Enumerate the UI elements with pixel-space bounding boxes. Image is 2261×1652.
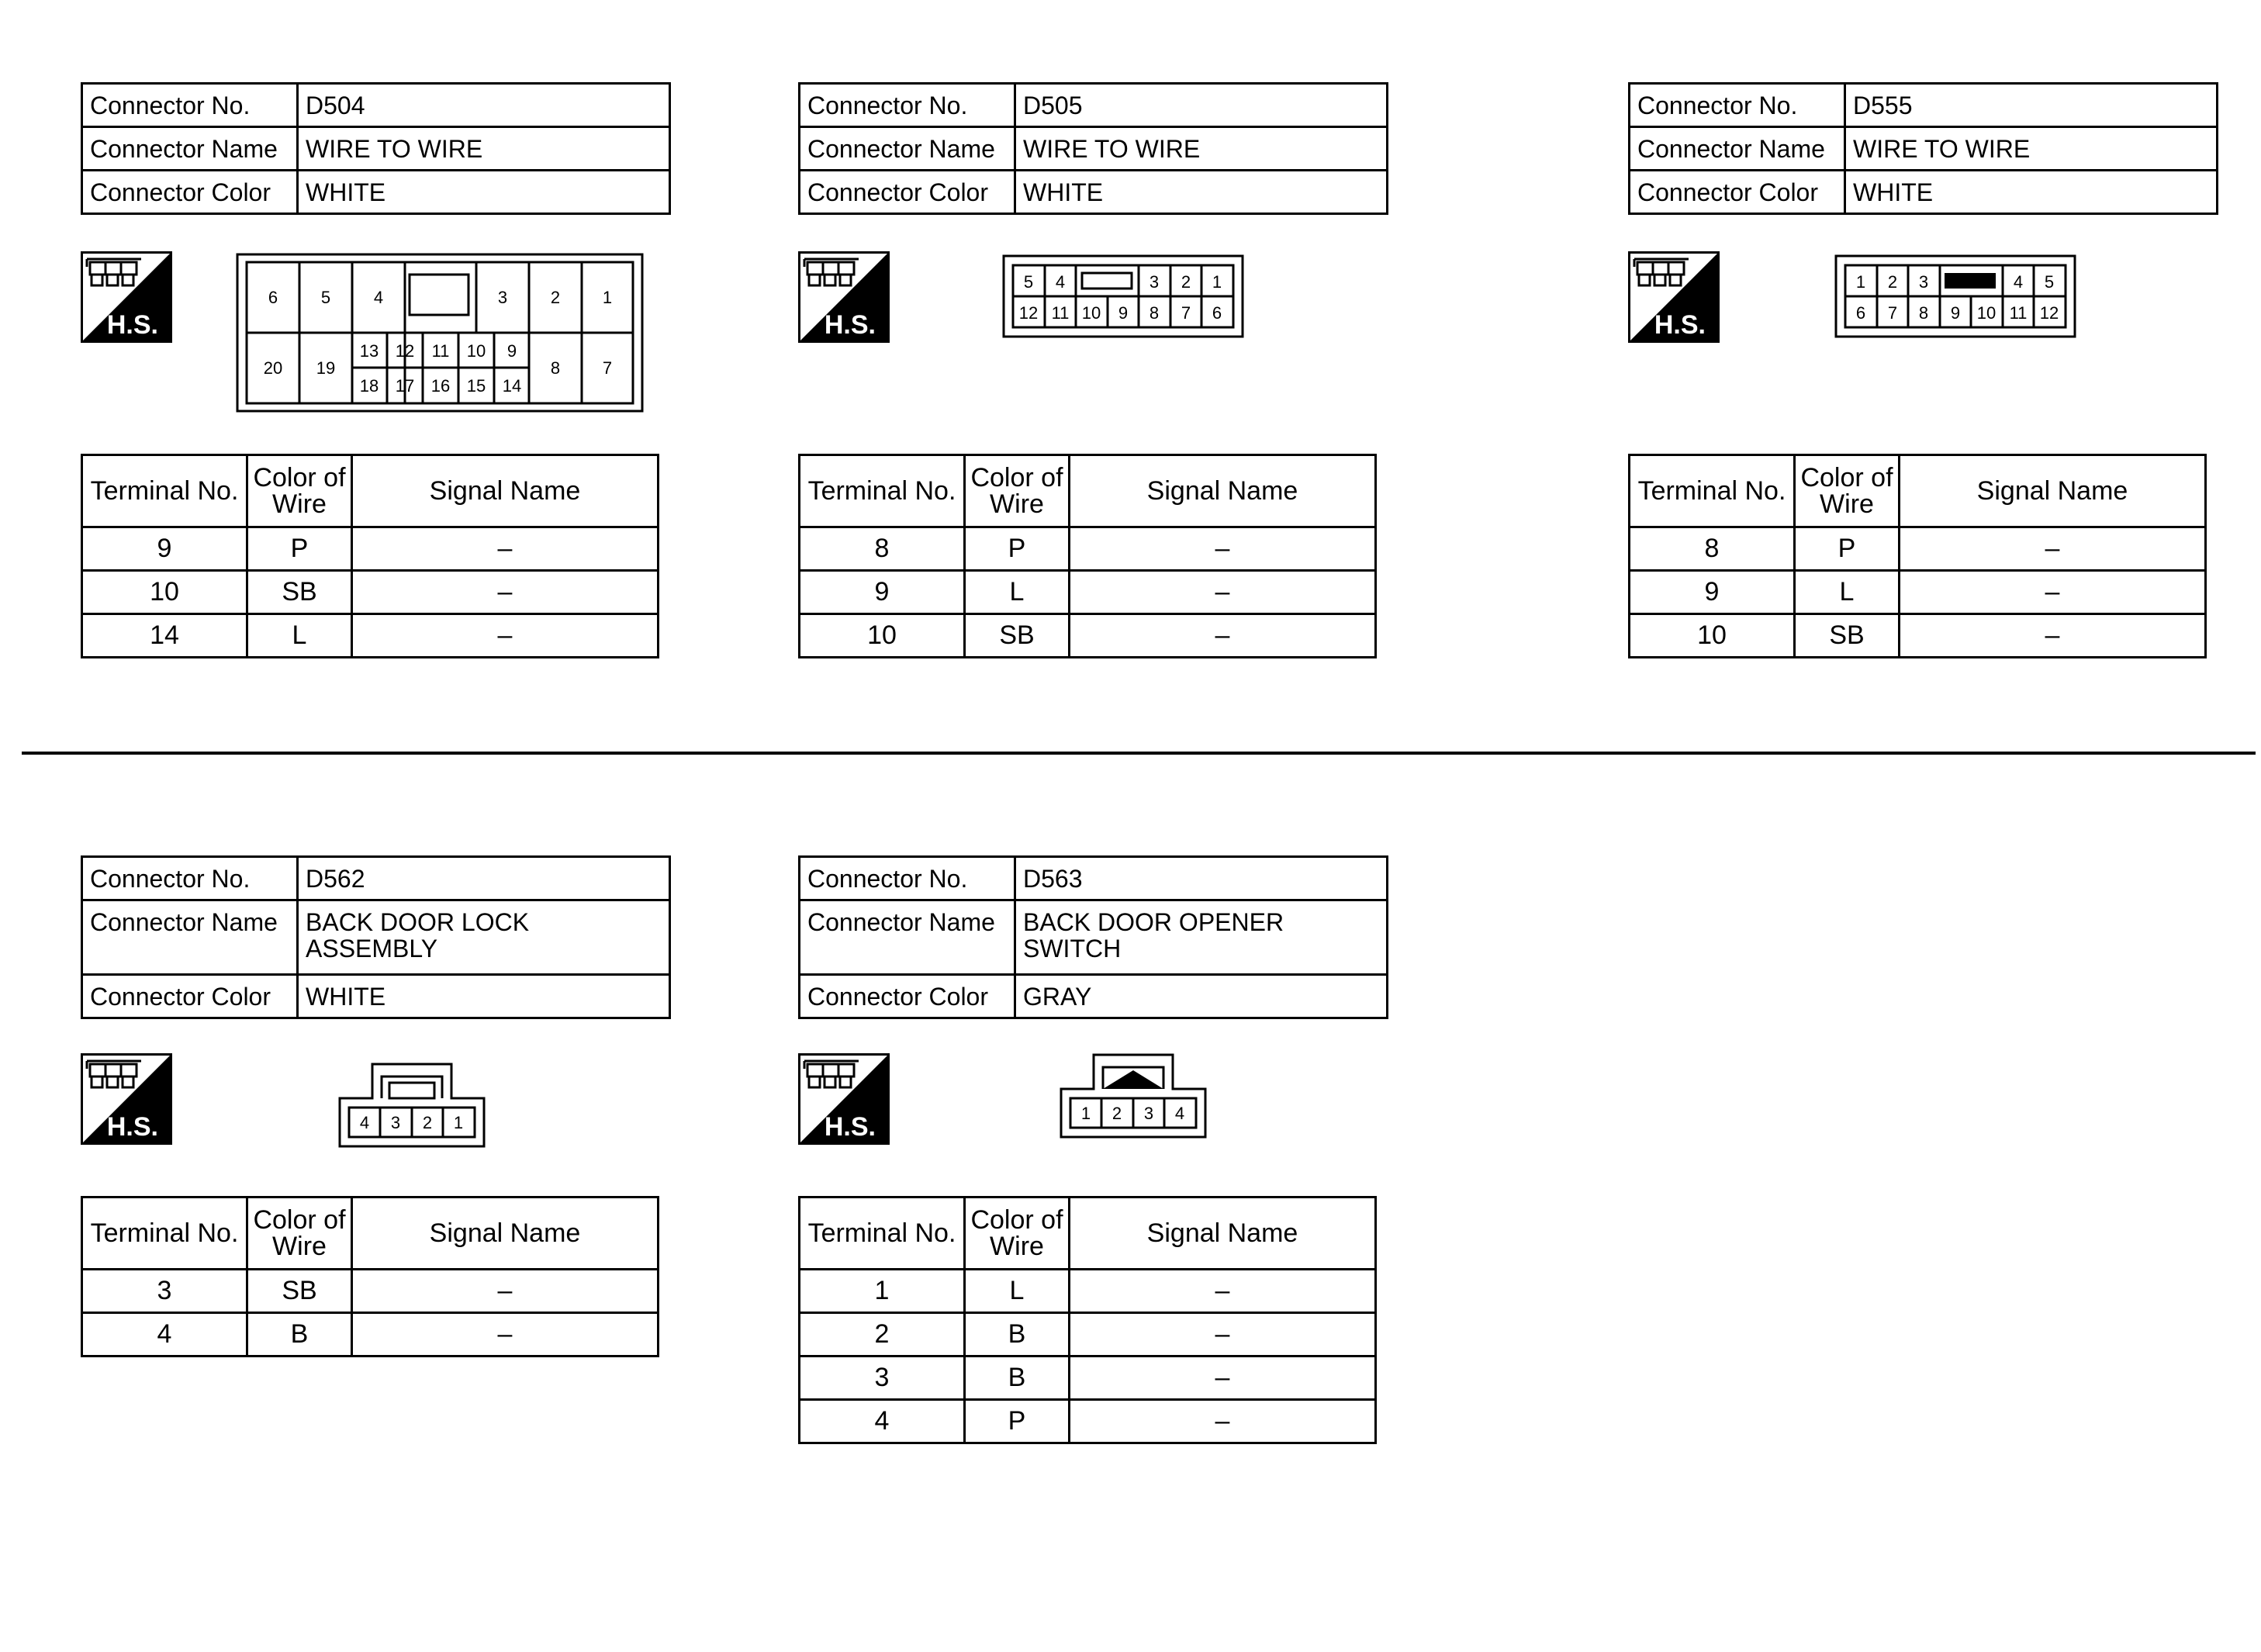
pin-label: 11 — [431, 341, 450, 361]
hs-label: H.S. — [106, 310, 158, 340]
pin-label: 5 — [320, 288, 331, 307]
connector-color-label: Connector Color — [800, 975, 1015, 1018]
pin-label: 7 — [602, 358, 613, 378]
signal-name-header: Signal Name — [352, 1198, 659, 1270]
pin-label: 10 — [466, 341, 486, 361]
hs-label: H.S. — [824, 310, 876, 340]
connector-no-value: D504 — [298, 84, 670, 127]
pin-label: 12 — [1018, 303, 1039, 323]
table-row: 8 P – — [1630, 527, 2206, 571]
pin-label: 4 — [373, 288, 384, 307]
pin-label: 6 — [1855, 303, 1866, 323]
connector-name-value: WIRE TO WIRE — [1845, 127, 2218, 171]
pin-label: 2 — [550, 288, 561, 307]
table-row: 8 P – — [800, 527, 1376, 571]
connector-d505-terminals — [798, 454, 1377, 658]
connector-no-value: D555 — [1845, 84, 2218, 127]
connector-no-value: D563 — [1015, 857, 1388, 900]
pin-label: 17 — [395, 376, 415, 396]
pin-label: 4 — [359, 1113, 370, 1132]
connector-color-label: Connector Color — [82, 975, 298, 1018]
wire-color-header: Color of Wire — [1795, 455, 1900, 527]
connector-color-value: WHITE — [298, 975, 670, 1018]
pin-label: 1 — [1855, 272, 1866, 292]
connector-name-value: BACK DOOR OPENER SWITCH — [1015, 900, 1388, 975]
table-row: 10 SB – — [1630, 614, 2206, 658]
connector-name-label: Connector Name — [82, 127, 298, 171]
table-row: 10 SB – — [82, 571, 659, 614]
connector-d555-info — [1628, 82, 2218, 215]
hs-label: H.S. — [824, 1112, 876, 1142]
pin-label: 8 — [550, 358, 561, 378]
connector-d563-terminals — [798, 1196, 1377, 1444]
connector-d555-terminals — [1628, 454, 2207, 658]
signal-name-header: Signal Name — [352, 455, 659, 527]
table-row: 4 B – — [82, 1313, 659, 1357]
pin-label: 11 — [2009, 303, 2028, 323]
pin-label: 12 — [2039, 303, 2059, 323]
connector-name-value: WIRE TO WIRE — [1015, 127, 1388, 171]
pin-label: 2 — [422, 1113, 433, 1132]
pin-label: 7 — [1181, 303, 1191, 323]
connector-no-value: D505 — [1015, 84, 1388, 127]
hs-label: H.S. — [1654, 310, 1706, 340]
pin-label: 13 — [359, 341, 379, 361]
harness-side-icon — [798, 251, 890, 343]
pin-label: 7 — [1887, 303, 1898, 323]
table-row: 14 L – — [82, 614, 659, 658]
pin-label: 3 — [1143, 1104, 1154, 1123]
table-row: 9 L – — [800, 571, 1376, 614]
table-row: 2 B – — [800, 1313, 1376, 1357]
connector-name-label: Connector Name — [82, 900, 298, 975]
terminal-no-header: Terminal No. — [800, 455, 965, 527]
wire-color-header: Color of Wire — [965, 1198, 1070, 1270]
pin-label: 15 — [466, 376, 486, 396]
pin-label: 19 — [316, 358, 336, 378]
pin-label: 20 — [263, 358, 283, 378]
harness-side-icon — [81, 1053, 172, 1145]
terminal-no-header: Terminal No. — [1630, 455, 1795, 527]
pin-label: 2 — [1887, 272, 1898, 292]
wire-color-header: Color of Wire — [247, 1198, 352, 1270]
connector-d562-terminals — [81, 1196, 659, 1357]
pin-label: 8 — [1149, 303, 1160, 323]
connector-d505-face — [1002, 254, 1244, 342]
table-row: 10 SB – — [800, 614, 1376, 658]
connector-no-label: Connector No. — [82, 84, 298, 127]
connector-color-label: Connector Color — [82, 171, 298, 214]
connector-d505-info — [798, 82, 1388, 215]
table-row: 3 SB – — [82, 1270, 659, 1313]
pin-label: 4 — [1174, 1104, 1185, 1123]
signal-name-header: Signal Name — [1900, 455, 2206, 527]
connector-d504-terminals — [81, 454, 659, 658]
harness-side-icon — [798, 1053, 890, 1145]
connector-d563-info — [798, 855, 1388, 1019]
pin-label: 11 — [1051, 303, 1070, 323]
connector-no-label: Connector No. — [800, 857, 1015, 900]
pin-label: 1 — [453, 1113, 464, 1132]
connector-d563-face — [1060, 1053, 1207, 1142]
connector-d504-info — [81, 82, 671, 215]
pin-label: 4 — [1055, 272, 1066, 292]
terminal-no-header: Terminal No. — [800, 1198, 965, 1270]
pin-label: 9 — [1118, 303, 1129, 323]
terminal-no-header: Terminal No. — [82, 455, 247, 527]
connector-name-value: WIRE TO WIRE — [298, 127, 670, 171]
table-row: 3 B – — [800, 1357, 1376, 1400]
pin-label: 2 — [1181, 272, 1191, 292]
pin-label: 5 — [1023, 272, 1034, 292]
pin-label: 9 — [506, 341, 517, 361]
harness-side-icon — [1628, 251, 1720, 343]
connector-name-value: BACK DOOR LOCK ASSEMBLY — [298, 900, 670, 975]
pin-label: 6 — [1212, 303, 1222, 323]
connector-no-label: Connector No. — [800, 84, 1015, 127]
pin-label: 16 — [430, 376, 451, 396]
pin-label: 3 — [1149, 272, 1160, 292]
pin-label: 5 — [2044, 272, 2055, 292]
connector-d555-face — [1834, 254, 2076, 342]
connector-no-label: Connector No. — [1630, 84, 1845, 127]
table-row: 9 P – — [82, 527, 659, 571]
pin-label: 14 — [502, 376, 522, 396]
signal-name-header: Signal Name — [1070, 1198, 1376, 1270]
connector-color-value: WHITE — [1015, 171, 1388, 214]
pin-label: 6 — [268, 288, 278, 307]
pin-label: 2 — [1111, 1104, 1122, 1123]
hs-label: H.S. — [106, 1112, 158, 1142]
harness-side-icon — [81, 251, 172, 343]
pin-label: 1 — [1080, 1104, 1091, 1123]
pin-label: 3 — [1918, 272, 1929, 292]
pin-label: 10 — [1081, 303, 1101, 323]
table-row: 9 L – — [1630, 571, 2206, 614]
connector-name-label: Connector Name — [1630, 127, 1845, 171]
connector-d504-face — [236, 253, 644, 416]
pin-label: 9 — [1950, 303, 1961, 323]
pin-label: 8 — [1918, 303, 1929, 323]
pin-label: 12 — [395, 341, 415, 361]
connector-color-value: WHITE — [298, 171, 670, 214]
connector-color-value: GRAY — [1015, 975, 1388, 1018]
connector-color-label: Connector Color — [1630, 171, 1845, 214]
pin-label: 10 — [1976, 303, 1997, 323]
pin-label: 4 — [2013, 272, 2024, 292]
connector-no-value: D562 — [298, 857, 670, 900]
wire-color-header: Color of Wire — [965, 455, 1070, 527]
section-divider — [22, 752, 2256, 755]
connector-color-label: Connector Color — [800, 171, 1015, 214]
pin-label: 1 — [602, 288, 613, 307]
connector-d562-info — [81, 855, 671, 1019]
pin-label: 18 — [359, 376, 379, 396]
terminal-no-header: Terminal No. — [82, 1198, 247, 1270]
connector-no-label: Connector No. — [82, 857, 298, 900]
pin-label: 3 — [497, 288, 508, 307]
connector-name-label: Connector Name — [800, 900, 1015, 975]
table-row: 1 L – — [800, 1270, 1376, 1313]
wire-color-header: Color of Wire — [247, 455, 352, 527]
connector-d562-face — [338, 1063, 486, 1152]
connector-color-value: WHITE — [1845, 171, 2218, 214]
signal-name-header: Signal Name — [1070, 455, 1376, 527]
pin-label: 3 — [390, 1113, 401, 1132]
connector-name-label: Connector Name — [800, 127, 1015, 171]
table-row: 4 P – — [800, 1400, 1376, 1443]
pin-label: 1 — [1212, 272, 1222, 292]
